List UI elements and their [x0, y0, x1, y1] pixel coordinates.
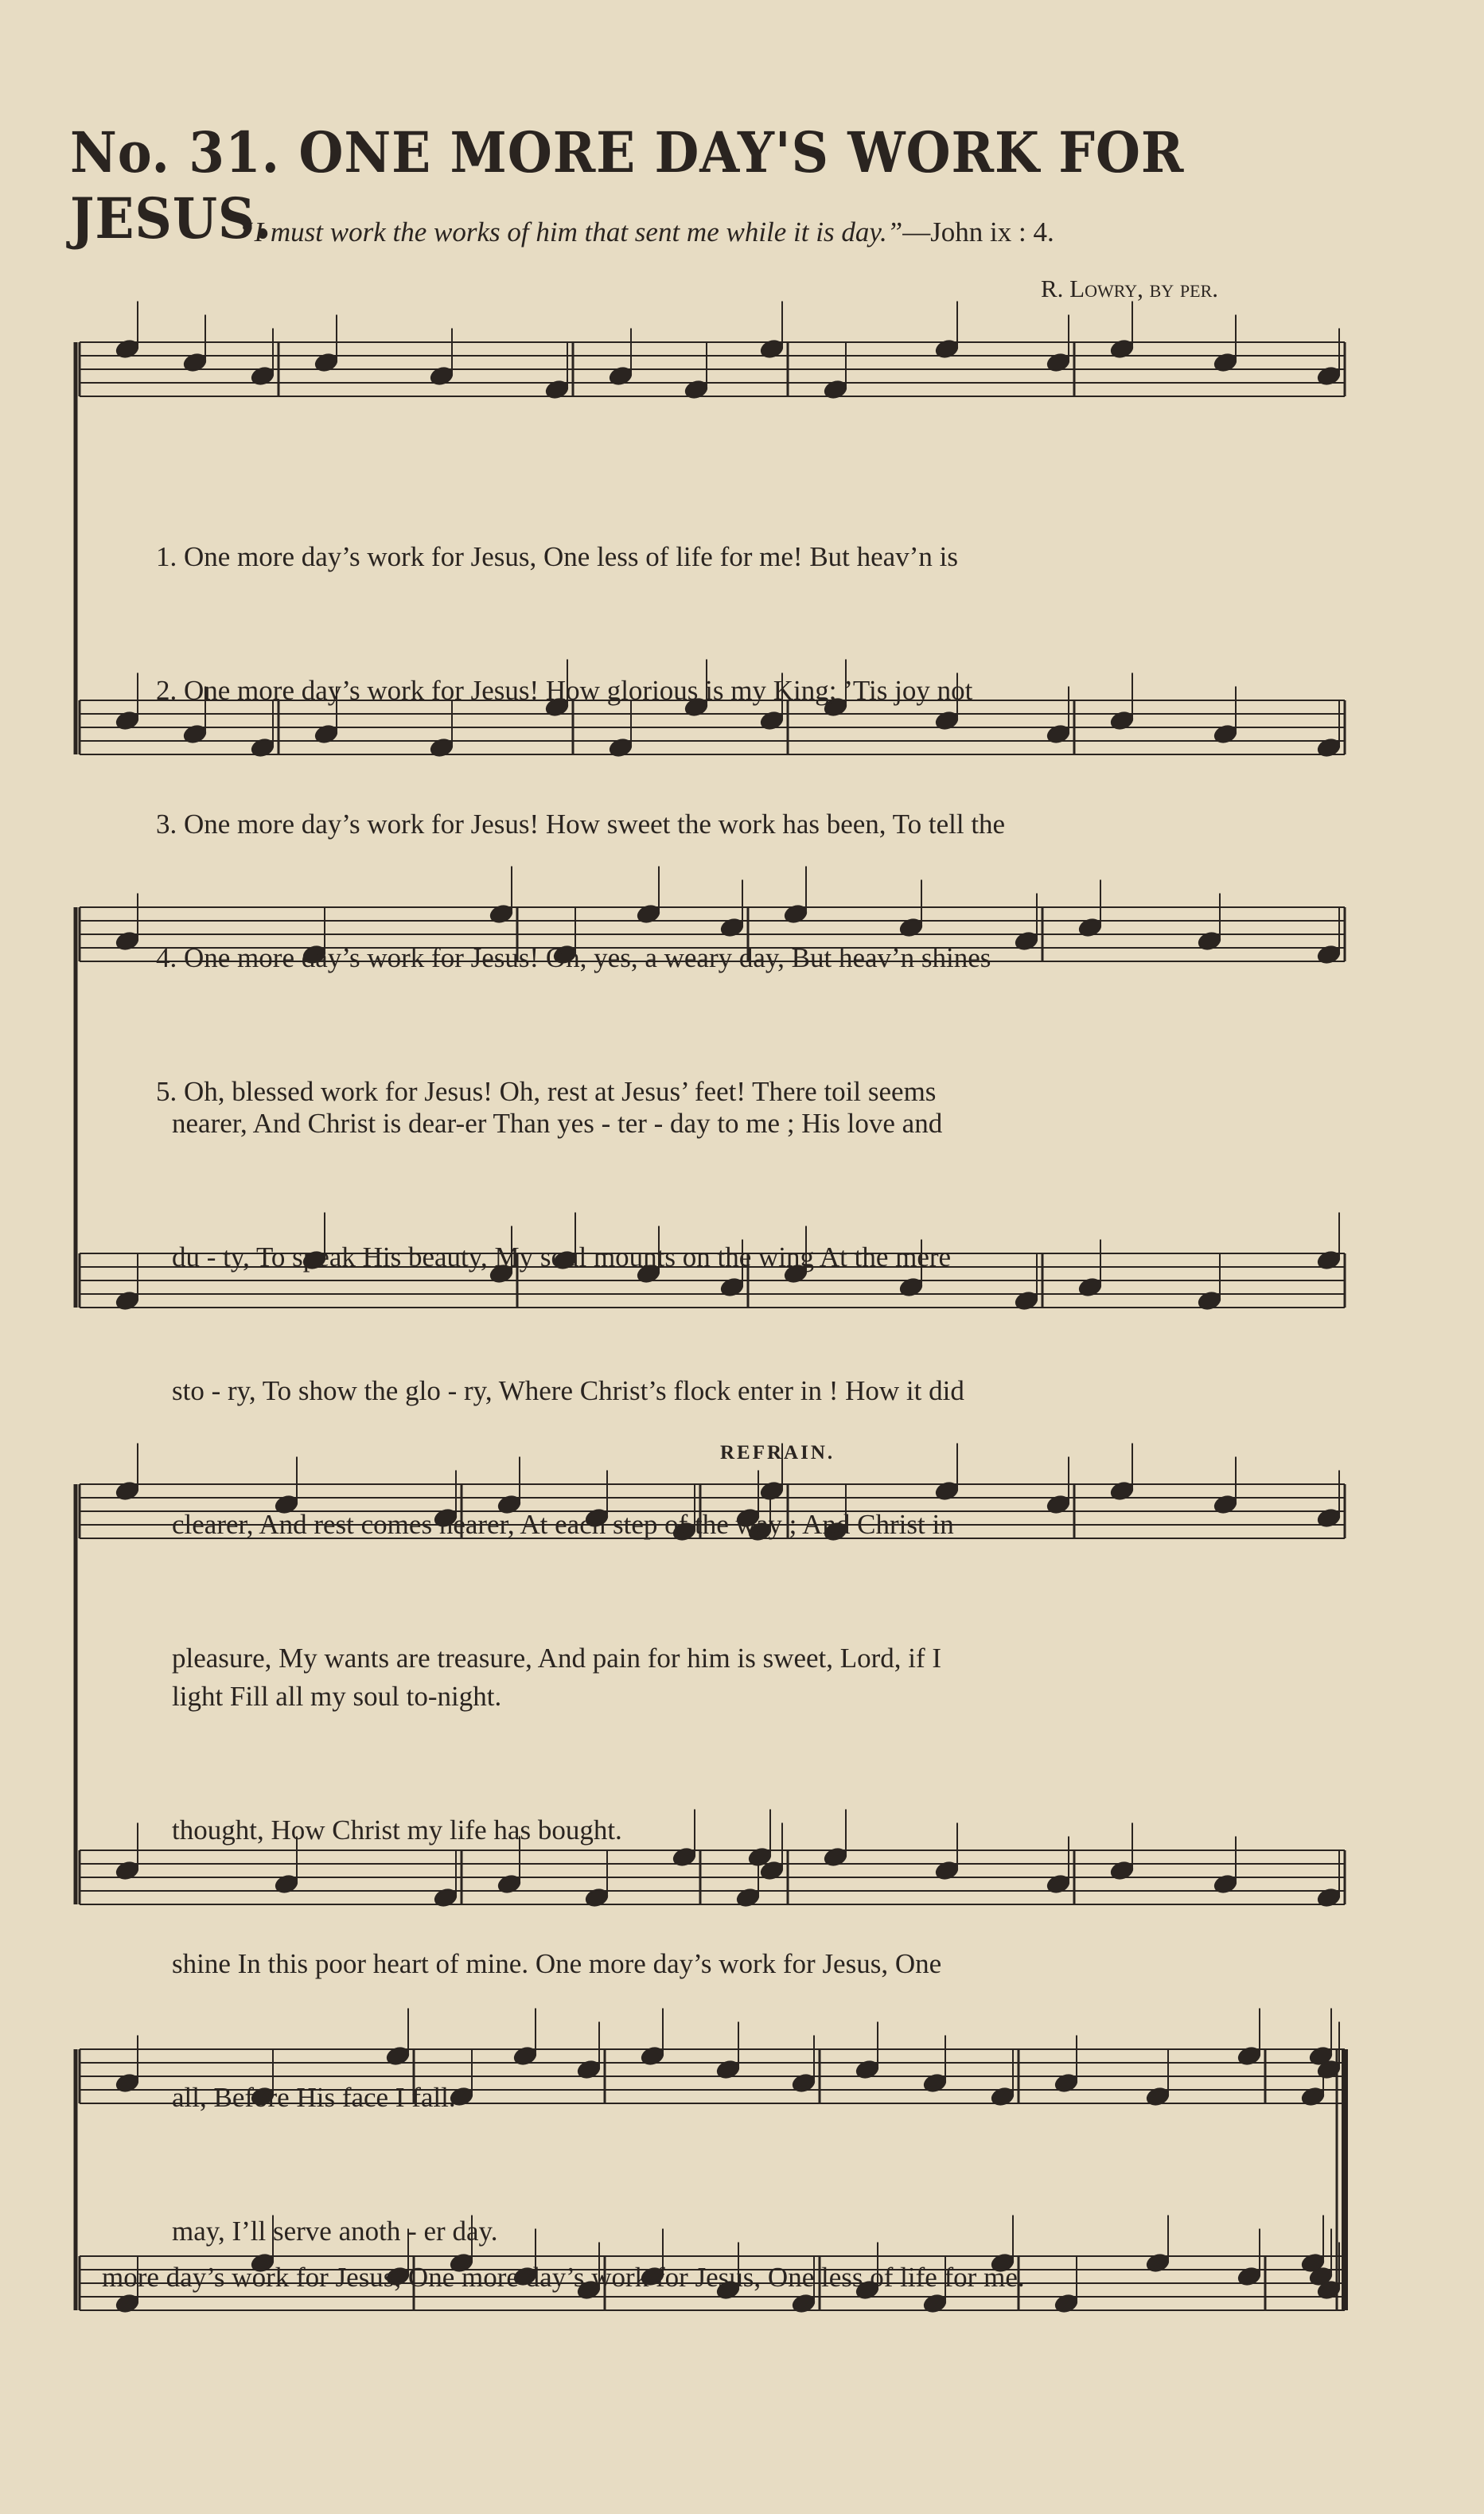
hymn-title: No. 31. ONE MORE DAY'S WORK FOR JESUS. — [70, 119, 1185, 251]
notehead — [1077, 1276, 1103, 1298]
notehead — [1013, 930, 1039, 952]
notehead — [1108, 709, 1135, 731]
notehead — [822, 378, 848, 400]
notehead — [1315, 1886, 1342, 1908]
notehead — [1196, 1289, 1222, 1312]
lyric-line: clearer, And rest comes nearer, At each step of the way ; And Christ in — [172, 1509, 954, 1540]
lyric-line: all, Before His face I fall. — [172, 2082, 456, 2113]
notehead — [1212, 1873, 1238, 1895]
notehead — [313, 351, 339, 373]
lyric-line: pleasure, My wants are treasure, And pain for him is sweet, Lord, if I — [172, 1643, 942, 1674]
composer-credit: R. Lowry, by per. — [1041, 275, 1219, 302]
lyric-line: 2. One more day’s work for Jesus! How glorious is my King; ’Tis joy not — [156, 675, 973, 706]
lyric-line: sto - ry, To show the glo - ry, Where Christ’s flock enter in ! How it did — [172, 1375, 964, 1406]
notehead — [1013, 1289, 1039, 1312]
epigraph-reference: —John ix : 4. — [902, 216, 1054, 248]
notehead — [1315, 364, 1342, 387]
notehead — [543, 378, 570, 400]
notehead — [1212, 351, 1238, 373]
lyric-line: 4. One more day’s work for Jesus! Oh, yes, a weary day, But heav’n shines — [156, 942, 991, 973]
notehead — [1315, 736, 1342, 758]
lyric-line: shine In this poor heart of mine. One more day’s work for Jesus, One — [172, 1948, 942, 1979]
notehead — [1236, 2265, 1262, 2287]
notehead — [114, 930, 140, 952]
notehead — [1196, 930, 1222, 952]
notehead — [1236, 2044, 1262, 2067]
notehead — [1315, 1249, 1342, 1271]
notehead — [114, 2072, 140, 2094]
notehead — [1108, 1479, 1135, 1502]
lyric-line: nearer, And Christ is dear-er Than yes - ter - day to me ; His love and — [172, 1108, 943, 1139]
notehead — [1212, 723, 1238, 745]
lyric-line: 5. Oh, blessed work for Jesus! Oh, rest at Jesus’ feet! There toil seems — [156, 1076, 937, 1107]
notehead — [1212, 1493, 1238, 1515]
notehead — [758, 337, 785, 360]
notehead — [114, 337, 140, 360]
lyric-line: more day’s work for Jesus, One more day’s work for Jesus, One less of life for me. — [102, 2262, 1025, 2293]
notehead — [1053, 2072, 1079, 2094]
notehead — [114, 1289, 140, 1312]
notehead — [1108, 1859, 1135, 1881]
notehead — [1077, 916, 1103, 938]
notehead — [249, 364, 275, 387]
notehead — [1315, 1506, 1342, 1529]
notehead — [1045, 351, 1071, 373]
notehead — [989, 2085, 1015, 2107]
notehead — [1045, 723, 1071, 745]
epigraph-quote: “I must work the works of him that sent me while it is day.” — [239, 216, 903, 248]
notehead — [1045, 1873, 1071, 1895]
lyric-line: light Fill all my soul to-night. — [172, 1681, 502, 1712]
notehead — [114, 1859, 140, 1881]
notehead — [1144, 2085, 1170, 2107]
lyric-line: may, I’ll serve anoth - er day. — [172, 2216, 498, 2247]
lyric-line: du - ty, To speak His beauty, My soul mounts on the wing At the mere — [172, 1241, 952, 1273]
notehead — [607, 364, 633, 387]
lyric-line: 3. One more day’s work for Jesus! How sweet the work has been, To tell the — [156, 809, 1006, 840]
notehead — [1053, 2292, 1079, 2314]
lyric-line: 1. One more day’s work for Jesus, One less of life for me! But heav’n is — [156, 541, 958, 572]
notehead — [1045, 1493, 1071, 1515]
notehead — [1144, 2251, 1170, 2274]
notehead — [683, 378, 709, 400]
notehead — [181, 351, 208, 373]
refrain-label: REFRAIN. — [720, 1442, 835, 1464]
notehead — [933, 337, 960, 360]
notehead — [114, 1479, 140, 1502]
notehead — [1315, 943, 1342, 965]
lyric-line: thought, How Christ my life has bought. — [172, 1814, 622, 1846]
notehead — [1299, 2085, 1326, 2107]
notehead — [428, 364, 454, 387]
lyrics-system-4 — [102, 2166, 1025, 2389]
notehead — [114, 709, 140, 731]
notehead — [1108, 337, 1135, 360]
